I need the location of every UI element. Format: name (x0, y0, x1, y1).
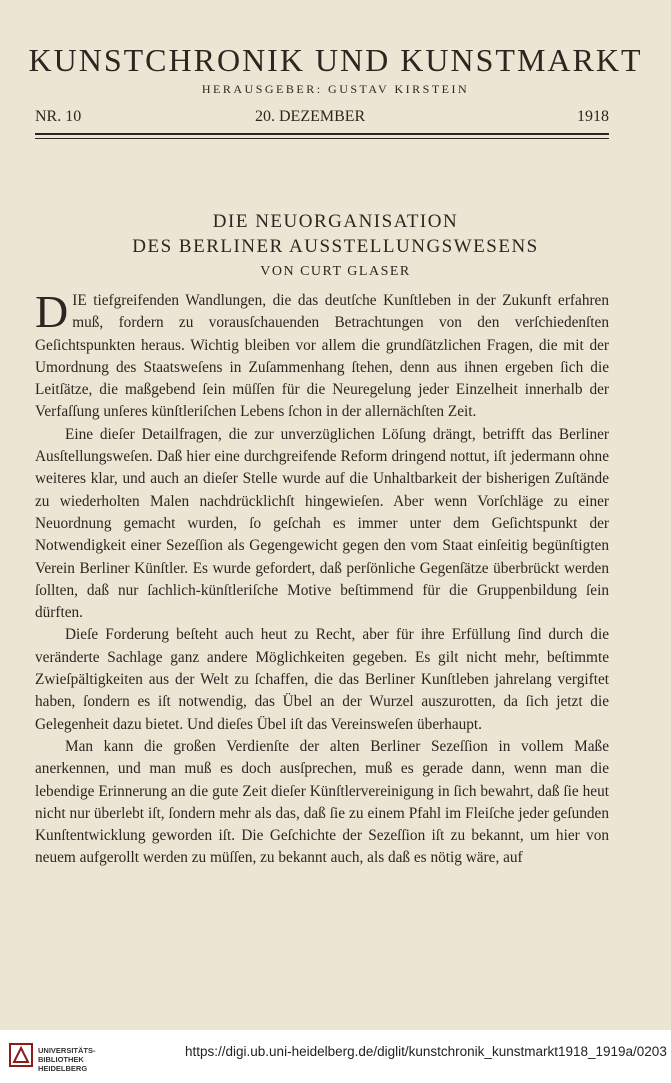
library-name-line-3: HEIDELBERG (38, 1064, 88, 1073)
paragraph-4: Man kann die großen Verdienſte der alten Berliner Sezeſſion in vollem Maße anerkennen, und man muß es doch ausſprechen, muß es gerade dann, wenn man die lebendige Erinnerung an die gute Zeit dieſer Künſtlervereinigung in ſich bewahrt, daß ſie heut nicht nur überlebt iſt, ſondern mehr als das, daß ſie zu einem Pfahl im Fleiſche jeder geſunden Kunſtentwicklung geworden iſt. Die Geſchichte der Sezeſſion iſt zu bekannt, um hier von neuem aufgerollt werden zu müſſen, zu bekannt auch, als daß es nötig wäre, auf (35, 737, 609, 867)
viewer-footer (0, 1030, 671, 1083)
article-title-line-2: DES BERLINER AUSSTELLUNGSWESENS (132, 236, 539, 257)
issue-number: NR. 10 (35, 108, 82, 125)
issue-date: 20. DEZEMBER (255, 108, 366, 125)
library-name-line-1: UNIVERSITÄTS- (38, 1046, 96, 1055)
article-byline: VON CURT GLASER (260, 264, 411, 279)
editor-line: HERAUSGEBER: GUSTAV KIRSTEIN (201, 82, 470, 96)
issue-year: 1918 (577, 108, 609, 125)
header-rule-thin (35, 138, 609, 139)
article-title-line-1: DIE NEUORGANISATION (212, 211, 459, 232)
article-body (35, 286, 609, 870)
drop-cap: D (35, 286, 69, 337)
permalink-url[interactable]: https://digi.ub.uni-heidelberg.de/diglit/kunstchronik_kunstmarkt1918_1919a/0203 (185, 1044, 667, 1059)
paragraph-2: Eine dieſer Detailfragen, die zur unverzüglichen Löſung drängt, betrifft das Berliner Ausſtellungsweſen. Daß hier eine durchgreifende Reform dringend nottut, iſt jedermann ohne weiteres klar, und auch an dieſer Stelle wurde auf die Unhaltbarkeit der bisherigen Zuſtände zu wiederholten Malen nachdrücklichſt hingewieſen. Aber wenn Vorſchläge zu einer Neuordnung gemacht wurden, ſo geſchah es immer unter dem Geſichtspunkt der Notwendigkeit einer Sezeſſion als Gegengewicht gegen den vom Staat einſeitig begünſtigten Verein Berliner Künſtler. Es wurde gefordert, daß perſönliche Gegenſätze überbrückt werden ſollten, daß nur ſachlich-künſtleriſche Motive beſtimmend für die Gruppenbildung ſein dürften. (35, 425, 609, 622)
paragraph-1 (35, 286, 609, 424)
university-library-logo-icon (8, 1042, 34, 1068)
library-name-line-2: BIBLIOTHEK (38, 1055, 84, 1064)
paragraph-1-text: IE tiefgreifenden Wandlungen, die das deutſche Kunſtleben in der Zukunft erfahren muß, fordern zu vorausſchauenden Betrachtungen von den verſchiedenſten Geſichtspunkten heraus. Wichtig bleiben vor allem die grundſätzlichen Fragen, die mit der Umordnung des Staatsweſens in Zuſammenhang ſtehen, denn aus ihnen ergeben ſich die Leitſätze, die maßgebend ſein müſſen für die Neuregelung jeder Einzelheit innerhalb der Verfaſſung unſeres künſtleriſchen Lebens ſchon in der allernächſten Zeit. (35, 292, 609, 421)
masthead-title: KUNSTCHRONIK UND KUNSTMARKT (28, 42, 643, 78)
paragraph-3: Dieſe Forderung beſteht auch heut zu Recht, aber für ihre Erfüllung ſind durch die veränderte Sachlage ganz andere Möglichkeiten gegeben. Es gilt nicht mehr, beſtimmte Zwieſpältigkeiten aus der Welt zu ſchaffen, die das Berliner Kunſtleben jahrelang vergiftet haben, ſondern es iſt notwendig, das Übel an der Wurzel auszurotten, da ſich jetzt die Gelegenheit dazu bietet. Und dieſes Übel iſt das Vereinsweſen überhaupt. (35, 626, 609, 733)
header-rule-thick (35, 133, 609, 135)
library-name (38, 1046, 96, 1073)
